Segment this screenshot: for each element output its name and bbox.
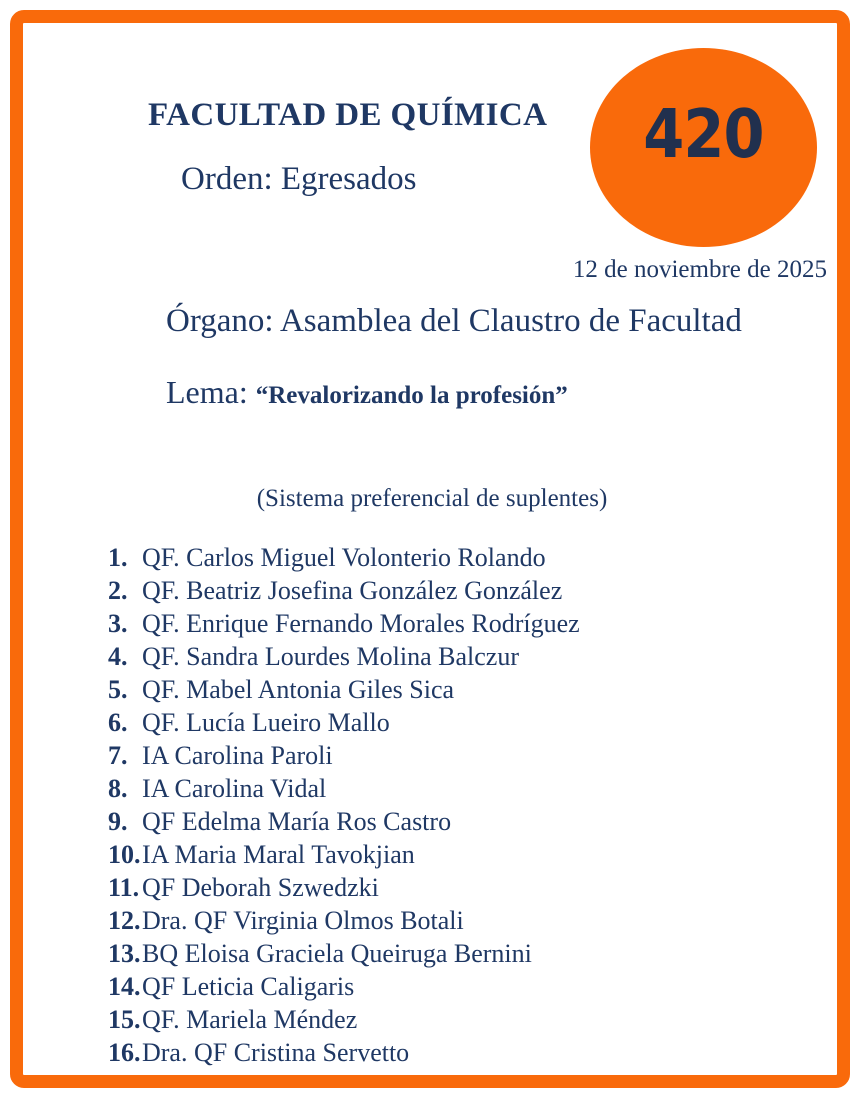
list-item: [108, 541, 808, 574]
organ-line: Órgano: Asamblea del Claustro de Facultad: [166, 303, 742, 339]
faculty-title: FACULTAD DE QUÍMICA: [148, 97, 548, 133]
candidate-number: 15.: [108, 1005, 141, 1034]
ballot-date: 12 de noviembre de 2025: [572, 256, 827, 283]
candidate-name: IA Maria Maral Tavokjian: [142, 840, 415, 869]
candidate-number: 5.: [108, 675, 128, 704]
candidate-name: QF. Lucía Lueiro Mallo: [142, 708, 390, 737]
candidate-number: 10.: [108, 840, 141, 869]
ballot-number: 420: [643, 94, 764, 173]
candidate-name: QF. Mariela Méndez: [142, 1005, 358, 1034]
candidate-number: 13.: [108, 939, 141, 968]
candidate-number: 16.: [108, 1038, 141, 1067]
list-item: [108, 772, 808, 805]
candidate-number: 2.: [108, 576, 128, 605]
list-item: [108, 1003, 808, 1036]
order-line: Orden: Egresados: [181, 161, 417, 197]
list-item: [108, 937, 808, 970]
list-item: [108, 838, 808, 871]
candidate-list: [108, 541, 808, 1069]
candidate-number: 9.: [108, 807, 128, 836]
candidate-name: IA Carolina Paroli: [142, 741, 333, 770]
candidate-name: QF Leticia Caligaris: [142, 972, 355, 1001]
candidate-name: Dra. QF Cristina Servetto: [142, 1038, 410, 1067]
candidate-name: BQ Eloisa Graciela Queiruga Bernini: [142, 939, 532, 968]
motto-label: Lema:: [166, 374, 256, 410]
list-item: [108, 640, 808, 673]
ballot-number-circle: [590, 48, 817, 247]
candidate-name: IA Carolina Vidal: [142, 774, 327, 803]
candidate-name: QF. Carlos Miguel Volonterio Rolando: [142, 543, 546, 572]
candidate-name: QF. Beatriz Josefina González González: [142, 576, 563, 605]
candidate-number: 4.: [108, 642, 128, 671]
candidate-name: QF. Enrique Fernando Morales Rodríguez: [142, 609, 580, 638]
list-item: [108, 574, 808, 607]
list-item: [108, 871, 808, 904]
list-item: [108, 706, 808, 739]
list-item: [108, 1036, 808, 1069]
list-item: [108, 904, 808, 937]
candidate-name: QF Deborah Szwedzki: [142, 873, 379, 902]
list-item: [108, 607, 808, 640]
candidate-name: Dra. QF Virginia Olmos Botali: [142, 906, 464, 935]
candidate-number: 11.: [108, 873, 140, 902]
candidate-number: 7.: [108, 741, 128, 770]
candidate-name: QF Edelma María Ros Castro: [142, 807, 452, 836]
candidate-number: 6.: [108, 708, 128, 737]
list-item: [108, 673, 808, 706]
list-item: [108, 805, 808, 838]
system-note: (Sistema preferencial de suplentes): [256, 485, 608, 512]
candidate-name: QF. Mabel Antonia Giles Sica: [142, 675, 455, 704]
motto-quote: “Revalorizando la profesión”: [255, 382, 568, 409]
candidate-name: QF. Sandra Lourdes Molina Balczur: [142, 642, 519, 671]
candidate-number: 12.: [108, 906, 141, 935]
motto-line: [166, 374, 568, 411]
candidate-number: 14.: [108, 972, 141, 1001]
candidate-number: 1.: [108, 543, 128, 572]
list-item: [108, 970, 808, 1003]
list-item: [108, 739, 808, 772]
candidate-number: 8.: [108, 774, 128, 803]
candidate-number: 3.: [108, 609, 128, 638]
